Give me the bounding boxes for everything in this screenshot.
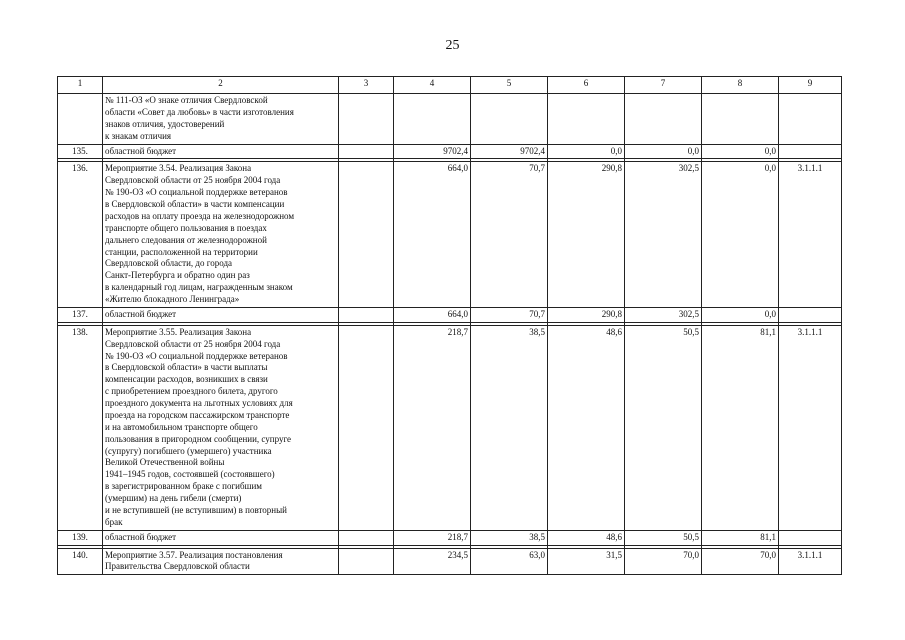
col6-cell: 290,8 [548,162,625,308]
description-cell: областной бюджет [103,144,339,159]
col7-cell: 302,5 [625,162,702,308]
col3-cell [339,162,394,308]
row-number-cell: 135. [58,144,103,159]
header-cell: 5 [471,77,548,94]
description-cell: областной бюджет [103,530,339,545]
col4-cell: 664,0 [394,307,471,322]
table-row [58,307,842,322]
col8-cell: 81,1 [702,530,779,545]
col6-cell: 48,6 [548,530,625,545]
col7-cell: 302,5 [625,307,702,322]
header-cell: 9 [779,77,842,94]
target-ref-cell [779,530,842,545]
table-row [58,162,842,308]
col3-cell [339,325,394,530]
col5-cell: 70,7 [471,307,548,322]
header-cell: 3 [339,77,394,94]
table-row [58,548,842,575]
col5-cell: 70,7 [471,162,548,308]
col5-cell: 38,5 [471,325,548,530]
description-cell: областной бюджет [103,307,339,322]
col7-cell: 50,5 [625,325,702,530]
col3-cell [339,548,394,575]
header-cell: 2 [103,77,339,94]
col7-cell: 70,0 [625,548,702,575]
col3-cell [339,144,394,159]
table-row [58,530,842,545]
col6-cell: 0,0 [548,144,625,159]
col5-cell: 9702,4 [471,144,548,159]
target-ref-cell: 3.1.1.1 [779,548,842,575]
row-number-cell [58,94,103,145]
header-cell: 8 [702,77,779,94]
target-ref-cell: 3.1.1.1 [779,325,842,530]
header-cell: 6 [548,77,625,94]
row-number-cell: 136. [58,162,103,308]
table-row [58,325,842,530]
col4-cell: 234,5 [394,548,471,575]
table-header-row [58,77,842,94]
col4-cell: 218,7 [394,530,471,545]
description-cell: Мероприятие 3.55. Реализация Закона Свердловской области от 25 ноября 2004 года № 190-ОЗ «О социальной поддержке ветеранов в Свердловской области» в части выплаты компенсации расходов, возникших в связи с приобретением проездного билета, другого проездного документа на льготных условиях для проезда на городском пассажирском транспорте и на автомобильном транспорте общего пользования в пригородном сообщении, супруге (супругу) погибшего (умершего) участника Великой Отечественной войны 1941–1945 годов, состоявшей (состоявшего) в зарегистрированном браке с погибшим (умершим) на день гибели (смерти) и не вступившей (не вступившим) в повторный брак [103,325,339,530]
row-number-cell: 137. [58,307,103,322]
col4-cell: 9702,4 [394,144,471,159]
col8-cell: 0,0 [702,144,779,159]
col8-cell: 0,0 [702,307,779,322]
target-ref-cell: 3.1.1.1 [779,162,842,308]
header-cell: 1 [58,77,103,94]
col3-cell [339,530,394,545]
row-number-cell: 138. [58,325,103,530]
col4-cell: 664,0 [394,162,471,308]
budget-table [57,76,842,575]
col7-cell: 0,0 [625,144,702,159]
col8-cell: 70,0 [702,548,779,575]
target-ref-cell [779,307,842,322]
table-row [58,144,842,159]
row-number-cell: 140. [58,548,103,575]
col6-cell: 48,6 [548,325,625,530]
continuation-text: № 111-ОЗ «О знаке отличия Свердловской области «Совет да любовь» в части изготовления знаков отличия, удостоверений к знакам отличия [103,94,339,145]
col8-cell: 0,0 [702,162,779,308]
target-ref-cell [779,144,842,159]
col6-cell: 290,8 [548,307,625,322]
page-number: 25 [445,38,460,53]
description-cell: Мероприятие 3.57. Реализация постановления Правительства Свердловской области [103,548,339,575]
col5-cell: 63,0 [471,548,548,575]
description-cell: Мероприятие 3.54. Реализация Закона Свердловской области от 25 ноября 2004 года № 190-ОЗ «О социальной поддержке ветеранов в Свердловской области» в части компенсации расходов на оплату проезда на железнодорожном транспорте общего пользования в поездах дальнего следования от железнодорожной станции, расположенной на территории Свердловской области, до города Санкт-Петербурга и обратно один раз в календарный год лицам, награжденным знаком «Жителю блокадного Ленинграда» [103,162,339,308]
col5-cell: 38,5 [471,530,548,545]
col8-cell: 81,1 [702,325,779,530]
continuation-row [58,94,842,145]
col7-cell: 50,5 [625,530,702,545]
col4-cell: 218,7 [394,325,471,530]
row-number-cell: 139. [58,530,103,545]
col3-cell [339,307,394,322]
header-cell: 4 [394,77,471,94]
col6-cell: 31,5 [548,548,625,575]
header-cell: 7 [625,77,702,94]
